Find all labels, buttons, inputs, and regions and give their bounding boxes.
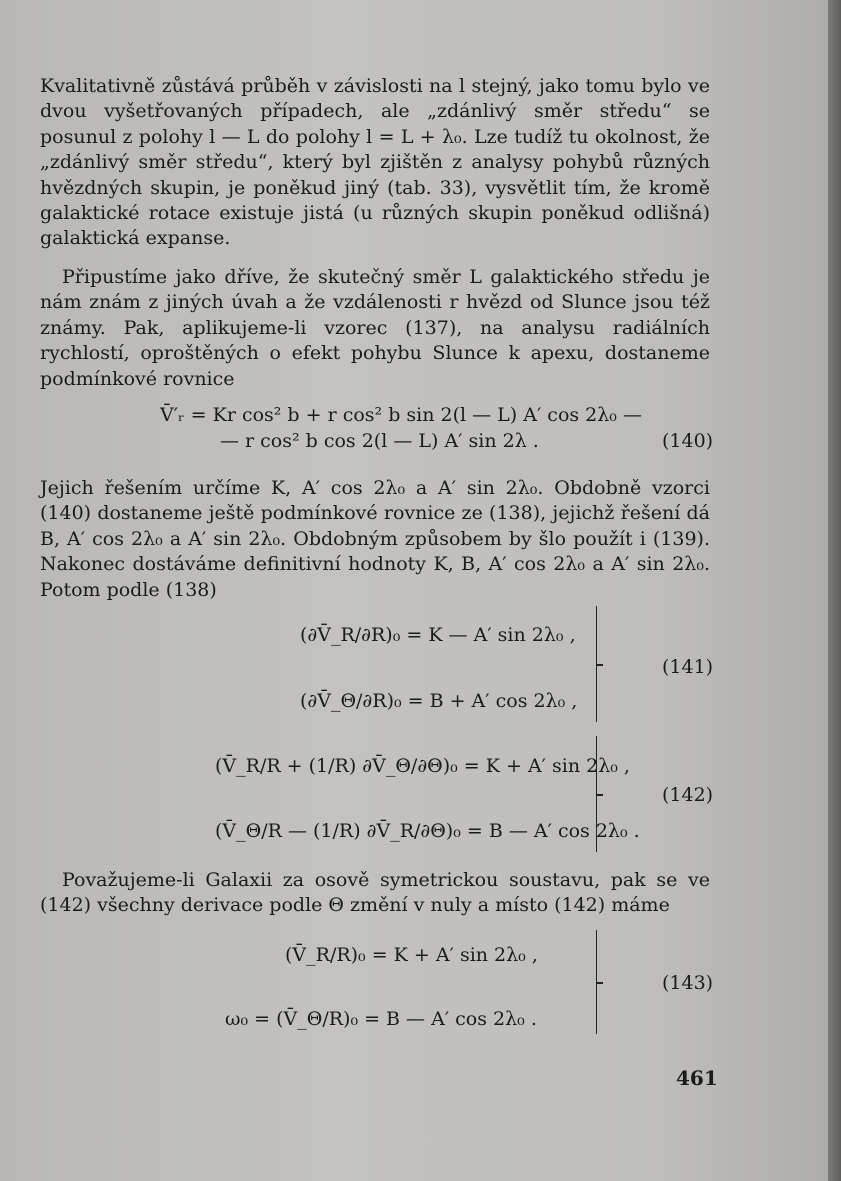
equation-143-a: (V̄_R/R)₀ = K + A′ sin 2λ₀ , — [285, 944, 538, 966]
brace-143 — [586, 930, 597, 1034]
equation-141-b: (∂V̄_Θ/∂R)₀ = B + A′ cos 2λ₀ , — [300, 690, 578, 712]
page-number: 461 — [676, 1066, 718, 1090]
brace-141 — [586, 606, 597, 722]
equation-140-line2: — r cos² b cos 2(l — L) A′ sin 2λ . — [220, 430, 539, 452]
equation-number-142: (142) — [662, 784, 714, 806]
equation-142-b: (V̄_Θ/R — (1/R) ∂V̄_R/∂Θ)₀ = B — A′ cos 2λ₀ . — [215, 820, 640, 842]
paragraph-conditions: Připustíme jako dříve, že skutečný směr L galaktického středu je nám znám z jiných úvah a že vzdálenosti r hvězd od Slunce jsou též známy. Pak, aplikujeme-li vzorec (137), na analysu radiálních rychlostí, oproštěných o efekt pohybu Slunce k apexu, dostaneme podmínkové rovnice — [40, 266, 710, 390]
paragraph-expansion: Kvalitativně zůstává průběh v závislosti na l stejný, jako tomu bylo ve dvou vyšetřovaných případech, ale „zdánlivý směr středu“ se posunul z polohy l — L do polohy l = L + λ₀. Lze tudíž tu okolnost, že „zdánlivý směr středu“, který byl zjištěn z analysy pohybů různých hvězdných skupin, je poněkud jiný (tab. 33), vysvětlit tím, že kromě galaktické rotace existuje jistá (u různých skupin poněkud odlišná) galaktická expanse. — [40, 75, 710, 250]
paragraph-solution: Jejich řešením určíme K, A′ cos 2λ₀ a A′ sin 2λ₀. Obdobně vzorci (140) dostaneme ještě podmínkové rovnice ze (138), jejichž řešení dá B, A′ cos 2λ₀ a A′ sin 2λ₀. Obdobným způsobem by šlo použít i (139). Nakonec dostáváme definitivní hodnoty K, B, A′ cos 2λ₀ a A′ sin 2λ₀. Potom podle (138) — [40, 477, 710, 601]
equation-number-143: (143) — [662, 972, 714, 994]
equation-140-line1: V̄′ᵣ = Kr cos² b + r cos² b sin 2(l — L) A′ cos 2λ₀ — — [160, 404, 642, 426]
paragraph-symmetric-system: Považujeme-li Galaxii za osově symetrickou soustavu, pak se ve (142) všechny derivace podle Θ změní v nuly a místo (142) máme — [40, 869, 710, 917]
equation-number-140: (140) — [662, 430, 714, 452]
equation-143-b: ω₀ = (V̄_Θ/R)₀ = B — A′ cos 2λ₀ . — [225, 1008, 537, 1030]
page-edge-shadow — [828, 0, 841, 1181]
equation-142-a: (V̄_R/R + (1/R) ∂V̄_Θ/∂Θ)₀ = K + A′ sin 2λ₀ , — [215, 755, 630, 777]
equation-number-141: (141) — [662, 656, 714, 678]
brace-142 — [586, 736, 597, 852]
equation-141-a: (∂V̄_R/∂R)₀ = K — A′ sin 2λ₀ , — [300, 624, 576, 646]
